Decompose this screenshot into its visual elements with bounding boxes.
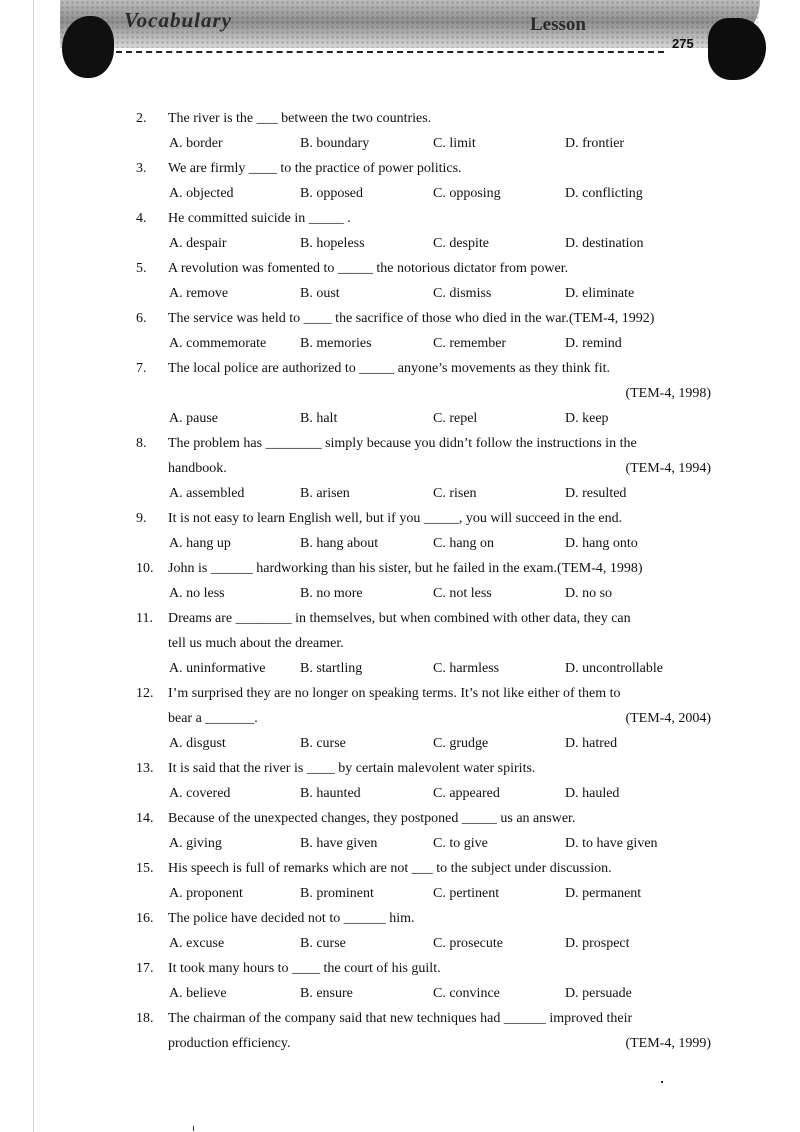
answer-option: B. boundary xyxy=(300,136,370,151)
answer-option: B. have given xyxy=(300,836,378,851)
question-item xyxy=(136,606,711,681)
question-item xyxy=(136,1006,711,1056)
question-number: 2. xyxy=(136,111,147,126)
answer-option: D. hauled xyxy=(565,786,620,801)
answer-option: D. hang onto xyxy=(565,536,638,551)
answer-options xyxy=(136,131,711,156)
ink-blot-left-decoration xyxy=(62,16,114,78)
answer-options xyxy=(136,181,711,206)
question-source: (TEM-4, 1998) xyxy=(625,386,711,401)
question-stem xyxy=(136,681,711,706)
question-text: The problem has ________ simply because you didn’t follow the instructions in the xyxy=(168,436,637,451)
question-text: Because of the unexpected changes, they postponed _____ us an answer. xyxy=(168,811,576,826)
question-stem xyxy=(136,306,711,331)
question-text: The service was held to ____ the sacrifice of those who died in the war.(TEM-4, 1992) xyxy=(168,311,655,326)
question-number: 5. xyxy=(136,261,147,276)
question-item xyxy=(136,256,711,306)
question-number: 12. xyxy=(136,686,154,701)
answer-options xyxy=(136,931,711,956)
answer-option: C. opposing xyxy=(433,186,501,201)
question-text: It took many hours to ____ the court of his guilt. xyxy=(168,961,441,976)
question-stem xyxy=(136,906,711,931)
question-item xyxy=(136,156,711,206)
answer-options xyxy=(136,781,711,806)
question-item xyxy=(136,506,711,556)
answer-option: A. remove xyxy=(169,286,229,301)
question-number: 9. xyxy=(136,511,147,526)
question-number: 6. xyxy=(136,311,147,326)
answer-option: C. remember xyxy=(433,336,507,351)
answer-option: D. keep xyxy=(565,411,609,426)
answer-option: C. convince xyxy=(433,986,500,1001)
answer-option: A. uninformative xyxy=(169,661,266,676)
question-item xyxy=(136,856,711,906)
header-lesson-label: Lesson xyxy=(530,14,586,35)
page-margin-rule xyxy=(33,0,34,1132)
answer-options xyxy=(136,231,711,256)
question-stem xyxy=(136,606,711,631)
question-text: bear a _______. xyxy=(168,711,258,726)
answer-options xyxy=(136,531,711,556)
question-number: 11. xyxy=(136,611,153,626)
question-item xyxy=(136,756,711,806)
answer-options xyxy=(136,281,711,306)
answer-option: A. proponent xyxy=(169,886,243,901)
answer-option: A. giving xyxy=(169,836,222,851)
question-text: John is ______ hardworking than his sister, but he failed in the exam.(TEM-4, 1998) xyxy=(168,561,643,576)
stray-mark xyxy=(193,1126,194,1131)
question-stem xyxy=(136,106,711,131)
answer-option: C. risen xyxy=(433,486,477,501)
answer-option: A. pause xyxy=(169,411,218,426)
answer-option: C. repel xyxy=(433,411,478,426)
answer-option: A. disgust xyxy=(169,736,226,751)
answer-option: A. border xyxy=(169,136,223,151)
question-text-continued xyxy=(136,706,711,731)
answer-options xyxy=(136,881,711,906)
question-text: A revolution was fomented to _____ the notorious dictator from power. xyxy=(168,261,569,276)
question-number: 16. xyxy=(136,911,154,926)
question-stem xyxy=(136,756,711,781)
answer-option: A. despair xyxy=(169,236,227,251)
question-item xyxy=(136,906,711,956)
answer-option: D. eliminate xyxy=(565,286,635,301)
header-dashed-divider xyxy=(116,51,664,53)
question-number: 18. xyxy=(136,1011,154,1026)
answer-option: C. limit xyxy=(433,136,476,151)
answer-options xyxy=(136,831,711,856)
question-stem xyxy=(136,1006,711,1031)
question-item xyxy=(136,681,711,756)
answer-option: B. halt xyxy=(300,411,338,426)
answer-option: B. curse xyxy=(300,936,346,951)
question-stem xyxy=(136,806,711,831)
question-text: I’m surprised they are no longer on speaking terms. It’s not like either of them to xyxy=(168,686,621,701)
ink-blot-right-decoration xyxy=(708,18,766,80)
question-stem xyxy=(136,206,711,231)
question-stem xyxy=(136,431,711,456)
question-number: 3. xyxy=(136,161,147,176)
question-text: It is not easy to learn English well, but if you _____, you will succeed in the end. xyxy=(168,511,623,526)
question-text: Dreams are ________ in themselves, but when combined with other data, they can xyxy=(168,611,631,626)
answer-option: B. prominent xyxy=(300,886,374,901)
answer-options xyxy=(136,656,711,681)
question-stem xyxy=(136,256,711,281)
question-number: 14. xyxy=(136,811,154,826)
question-stem xyxy=(136,856,711,881)
answer-option: D. resulted xyxy=(565,486,627,501)
answer-options xyxy=(136,406,711,431)
answer-option: D. permanent xyxy=(565,886,642,901)
question-stem xyxy=(136,556,711,581)
answer-option: B. hopeless xyxy=(300,236,365,251)
question-text: handbook. xyxy=(168,461,227,476)
header-title: Vocabulary xyxy=(124,8,233,32)
answer-option: C. despite xyxy=(433,236,489,251)
answer-option: C. appeared xyxy=(433,786,500,801)
question-text: The river is the ___ between the two countries. xyxy=(168,111,432,126)
question-item xyxy=(136,556,711,606)
stray-mark xyxy=(661,1081,663,1083)
answer-option: D. uncontrollable xyxy=(565,661,663,676)
answer-option: B. startling xyxy=(300,661,363,676)
question-source: (TEM-4, 2004) xyxy=(625,711,711,726)
answer-option: D. remind xyxy=(565,336,622,351)
question-item xyxy=(136,306,711,356)
question-text: The police have decided not to ______ him. xyxy=(168,911,415,926)
question-number: 10. xyxy=(136,561,154,576)
answer-options xyxy=(136,981,711,1006)
answer-option: D. hatred xyxy=(565,736,618,751)
answer-option: B. ensure xyxy=(300,986,353,1001)
question-stem xyxy=(136,506,711,531)
answer-option: D. frontier xyxy=(565,136,625,151)
question-number: 4. xyxy=(136,211,147,226)
answer-option: A. objected xyxy=(169,186,234,201)
question-text-continued xyxy=(136,1031,711,1056)
answer-option: C. grudge xyxy=(433,736,489,751)
question-text-continued xyxy=(136,456,711,481)
question-item xyxy=(136,806,711,856)
page-number: 275 xyxy=(672,36,694,51)
answer-option: D. destination xyxy=(565,236,644,251)
question-item xyxy=(136,431,711,506)
answer-option: D. to have given xyxy=(565,836,658,851)
question-number: 17. xyxy=(136,961,154,976)
page-header xyxy=(60,0,760,80)
question-text: tell us much about the dreamer. xyxy=(168,636,344,651)
question-number: 13. xyxy=(136,761,154,776)
answer-option: A. covered xyxy=(169,786,231,801)
question-number: 15. xyxy=(136,861,154,876)
question-number: 7. xyxy=(136,361,147,376)
question-text: He committed suicide in _____ . xyxy=(168,211,351,226)
question-source: (TEM-4, 1999) xyxy=(625,1036,711,1051)
answer-option: B. curse xyxy=(300,736,346,751)
question-text: His speech is full of remarks which are not ___ to the subject under discussion. xyxy=(168,861,612,876)
question-text: It is said that the river is ____ by certain malevolent water spirits. xyxy=(168,761,536,776)
answer-option: B. memories xyxy=(300,336,372,351)
question-source: (TEM-4, 1994) xyxy=(625,461,711,476)
answer-option: A. assembled xyxy=(169,486,245,501)
answer-option: C. dismiss xyxy=(433,286,492,301)
question-number: 8. xyxy=(136,436,147,451)
question-source-line xyxy=(136,381,711,406)
answer-option: D. persuade xyxy=(565,986,632,1001)
question-stem xyxy=(136,956,711,981)
answer-options xyxy=(136,481,711,506)
answer-option: B. oust xyxy=(300,286,340,301)
question-stem xyxy=(136,156,711,181)
question-stem xyxy=(136,356,711,381)
answer-option: A. no less xyxy=(169,586,225,601)
answer-options xyxy=(136,731,711,756)
answer-option: B. opposed xyxy=(300,186,363,201)
question-list xyxy=(136,106,711,1056)
answer-options xyxy=(136,331,711,356)
answer-option: A. excuse xyxy=(169,936,225,951)
answer-option: A. hang up xyxy=(169,536,231,551)
answer-option: D. conflicting xyxy=(565,186,643,201)
question-item xyxy=(136,356,711,431)
answer-option: B. no more xyxy=(300,586,363,601)
answer-option: C. pertinent xyxy=(433,886,500,901)
question-text: We are firmly ____ to the practice of power politics. xyxy=(168,161,462,176)
answer-option: A. commemorate xyxy=(169,336,267,351)
answer-option: C. hang on xyxy=(433,536,495,551)
question-text: production efficiency. xyxy=(168,1036,291,1051)
answer-options xyxy=(136,581,711,606)
question-item xyxy=(136,206,711,256)
answer-option: B. haunted xyxy=(300,786,361,801)
answer-option: C. harmless xyxy=(433,661,500,676)
question-item xyxy=(136,106,711,156)
question-text: The chairman of the company said that new techniques had ______ improved their xyxy=(168,1011,633,1026)
answer-option: B. arisen xyxy=(300,486,350,501)
answer-option: C. to give xyxy=(433,836,488,851)
answer-option: C. not less xyxy=(433,586,492,601)
answer-option: D. prospect xyxy=(565,936,630,951)
question-text: The local police are authorized to _____ anyone’s movements as they think fit. xyxy=(168,361,611,376)
question-item xyxy=(136,956,711,1006)
answer-option: C. prosecute xyxy=(433,936,503,951)
answer-option: D. no so xyxy=(565,586,613,601)
answer-option: B. hang about xyxy=(300,536,379,551)
question-text-continued xyxy=(136,631,711,656)
answer-option: A. believe xyxy=(169,986,227,1001)
